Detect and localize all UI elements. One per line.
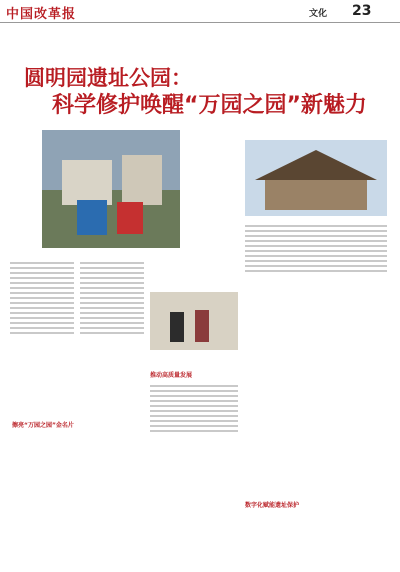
photo-ruins-painting [42,130,180,248]
newspaper-masthead: 中国改革报 [6,7,77,22]
subhead-1: 擦亮“万园之园”金名片 [12,422,74,429]
body-column-3 [150,385,238,435]
body-column-2 [80,262,144,337]
subhead-2: 推动高质量发展 [150,372,193,379]
headline-line-2: 科学修护唤醒“万园之园”新魅力 [52,93,367,118]
headline-line-1: 圆明园遗址公园： [24,66,192,90]
body-column-1 [10,262,74,337]
page-number: 23 [352,3,372,19]
photo-temple [245,140,387,216]
page-header [0,0,400,23]
section-label: 文化 [309,9,328,19]
body-column-4 [245,225,387,275]
subhead-3: 数字化赋能遗址保护 [245,502,300,509]
photo-visitors [150,292,238,350]
